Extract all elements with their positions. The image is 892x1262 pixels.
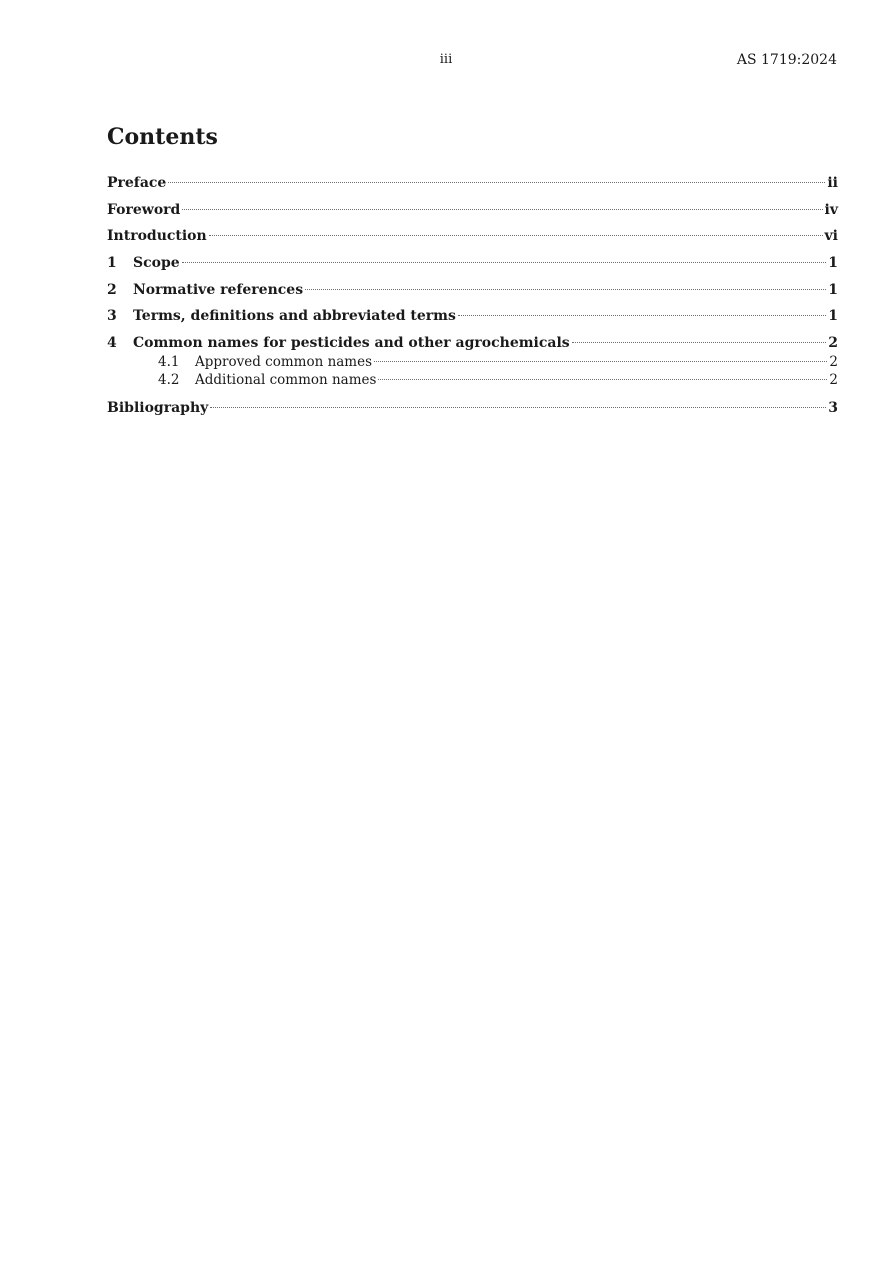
- toc-entry-foreword[interactable]: [107, 200, 838, 220]
- page-header: [0, 52, 892, 72]
- contents-title: Contents: [107, 124, 218, 150]
- toc-entry-additional-common-names[interactable]: [107, 371, 838, 389]
- toc-entry-page: 2: [828, 335, 838, 352]
- toc-entry-number: 2: [107, 281, 117, 298]
- toc-entry-number: 1: [107, 255, 117, 272]
- toc-entry-common-names[interactable]: [107, 333, 838, 353]
- toc-entry-label: Approved common names: [195, 354, 373, 371]
- toc-entry-label: Foreword: [107, 201, 181, 218]
- toc-entry-label: Terms, definitions and abbreviated terms: [133, 308, 456, 325]
- toc-entry-label: Bibliography: [107, 400, 209, 417]
- toc-entry-label: Normative references: [133, 281, 304, 298]
- toc-entry-label: Preface: [107, 175, 167, 191]
- toc-entry-label: Common names for pesticides and other agrochemicals: [133, 335, 570, 352]
- dot-leader: [210, 407, 826, 408]
- dot-leader: [168, 182, 825, 183]
- dot-leader: [572, 342, 827, 343]
- toc-entry-label: Additional common names: [195, 372, 377, 389]
- toc-entry-page: 3: [828, 400, 838, 417]
- toc-entry-introduction[interactable]: [107, 226, 838, 246]
- dot-leader: [458, 315, 826, 316]
- toc-entry-page: 1: [828, 255, 838, 272]
- toc-entry-page: 1: [828, 281, 838, 298]
- toc-entry-page: 1: [828, 308, 838, 325]
- toc-entry-number: 3: [107, 308, 117, 325]
- page-number: iii: [439, 52, 453, 67]
- toc-entry-scope[interactable]: [107, 253, 838, 273]
- toc-entry-number: 4.1: [158, 354, 180, 371]
- toc-entry-number: 4.2: [158, 372, 180, 389]
- dot-leader: [305, 289, 826, 290]
- toc-entry-preface[interactable]: [107, 173, 838, 193]
- toc-entry-page: ii: [827, 175, 838, 191]
- toc-entry-normative-references[interactable]: [107, 280, 838, 300]
- document-id: AS 1719:2024: [736, 52, 837, 68]
- toc-entry-label: Scope: [133, 255, 180, 272]
- table-of-contents: [107, 173, 838, 425]
- dot-leader: [209, 235, 823, 236]
- toc-entry-terms-definitions[interactable]: [107, 306, 838, 326]
- toc-entry-page: iv: [824, 201, 838, 218]
- toc-entry-bibliography[interactable]: [107, 398, 838, 418]
- toc-entry-page: 2: [829, 354, 838, 371]
- toc-entry-page: vi: [824, 228, 838, 245]
- toc-entry-label: Introduction: [107, 228, 207, 245]
- dot-leader: [182, 262, 827, 263]
- dot-leader: [374, 361, 827, 362]
- dot-leader: [378, 379, 827, 380]
- toc-entry-approved-common-names[interactable]: [107, 353, 838, 371]
- toc-entry-page: 2: [829, 372, 838, 389]
- toc-entry-number: 4: [107, 335, 117, 352]
- dot-leader: [182, 209, 822, 210]
